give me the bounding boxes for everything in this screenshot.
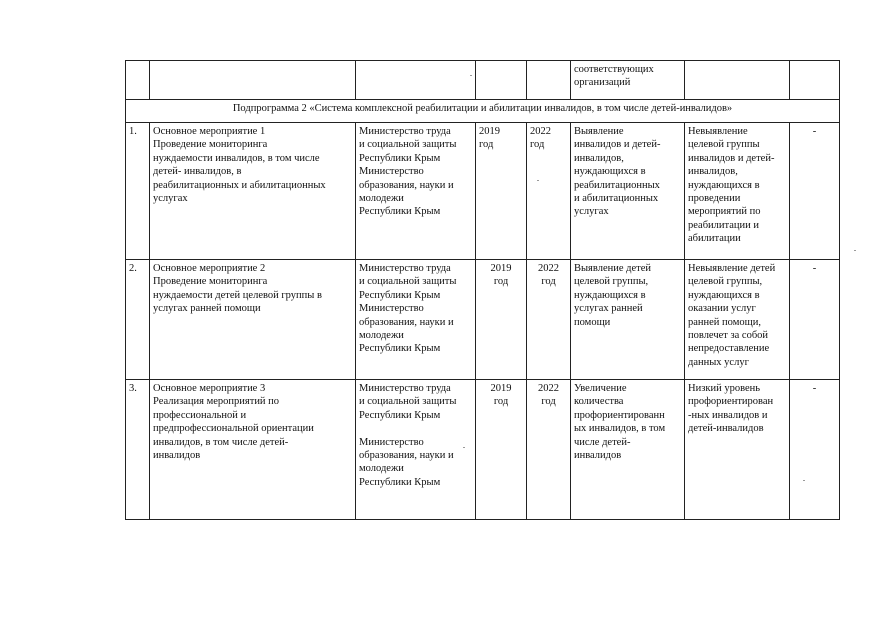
cell-start	[476, 61, 527, 100]
continuation-row	[126, 61, 840, 100]
row-number: 3.	[126, 380, 150, 520]
cell-num	[126, 61, 150, 100]
consequence-cell: Невыявление целевой группы инвалидов и детей- инвалидов, нуждающихся в проведении мероприятий по реабилитации и абилитации	[685, 123, 790, 260]
link-cell: -	[790, 380, 840, 520]
cell-result: соответствующих организаций	[571, 61, 685, 100]
table-row	[126, 123, 840, 260]
measure-cell: Основное мероприятие 3 Реализация мероприятий по профессиональной и предпрофессиональной ориентации инвалидов, в том числе детей- инвалидов	[150, 380, 356, 520]
start-year-cell: 2019 год	[476, 260, 527, 380]
table-row	[126, 380, 840, 520]
cell-link	[790, 61, 840, 100]
subprogram-title: Подпрограмма 2 «Система комплексной реабилитации и абилитации инвалидов, в том числе детей-инвалидов»	[126, 100, 840, 123]
result-cell: Выявление детей целевой группы, нуждающихся в услугах ранней помощи	[571, 260, 685, 380]
start-year-cell: 2019 год	[476, 380, 527, 520]
result-cell: Увеличение количества профориентированн ых инвалидов, в том числе детей- инвалидов	[571, 380, 685, 520]
end-year-cell: 2022 год	[527, 260, 571, 380]
measure-cell: Основное мероприятие 2 Проведение мониторинга нуждаемости детей целевой группы в услугах ранней помощи	[150, 260, 356, 380]
link-cell: -	[790, 260, 840, 380]
end-year-cell: 2022 год	[527, 123, 571, 260]
measure-cell: Основное мероприятие 1 Проведение мониторинга нуждаемости инвалидов, в том числе детей- инвалидов, в реабилитационных и абилитационных услугах	[150, 123, 356, 260]
scan-speck	[470, 75, 472, 76]
scan-speck	[803, 480, 805, 481]
cell-executor	[356, 61, 476, 100]
scan-speck	[463, 447, 465, 448]
cell-measure	[150, 61, 356, 100]
consequence-cell: Невыявление детей целевой группы, нуждающихся в оказании услуг ранней помощи, повлечет за собой непредоставление данных услуг	[685, 260, 790, 380]
start-year-cell: 2019 год	[476, 123, 527, 260]
measures-table	[125, 60, 840, 520]
result-cell: Выявление инвалидов и детей- инвалидов, нуждающихся в реабилитационных и абилитационных услугах	[571, 123, 685, 260]
scan-speck	[854, 250, 856, 251]
table-row	[126, 260, 840, 380]
cell-end	[527, 61, 571, 100]
consequence-cell: Низкий уровень профориентирован -ных инвалидов и детей-инвалидов	[685, 380, 790, 520]
row-number: 1.	[126, 123, 150, 260]
subprogram-row	[126, 100, 840, 123]
cell-consequence	[685, 61, 790, 100]
executor-cell: Министерство труда и социальной защиты Республики Крым Министерство образования, науки и молодежи Республики Крым	[356, 123, 476, 260]
link-cell: -	[790, 123, 840, 260]
executor-cell: Министерство труда и социальной защиты Республики Крым Министерство образования, науки и молодежи Республики Крым	[356, 260, 476, 380]
executor-cell: Министерство труда и социальной защиты Республики Крым Министерство образования, науки и молодежи Республики Крым	[356, 380, 476, 520]
scan-speck	[537, 180, 539, 181]
row-number: 2.	[126, 260, 150, 380]
end-year-cell: 2022 год	[527, 380, 571, 520]
